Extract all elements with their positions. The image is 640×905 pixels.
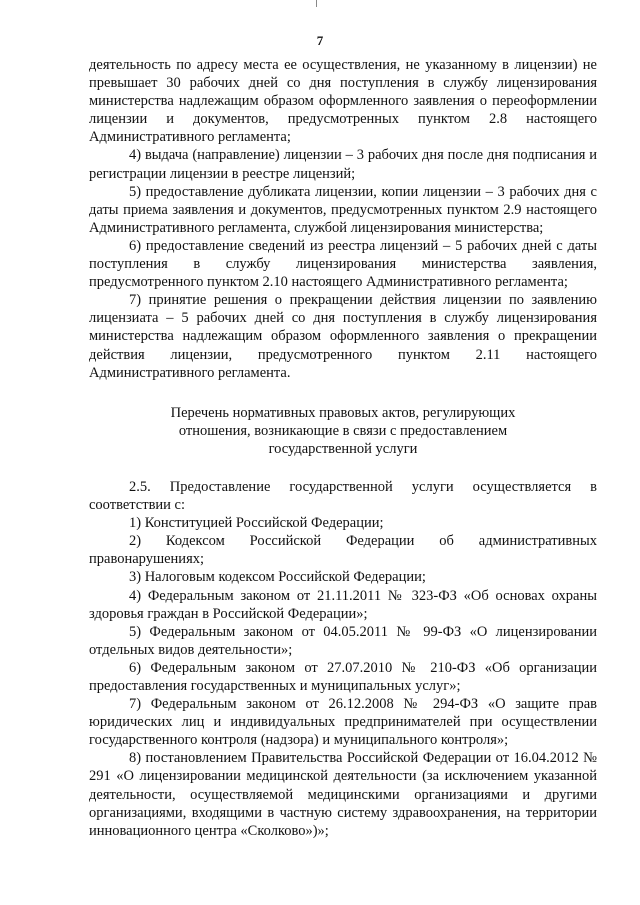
law-item-7: 7) Федеральным законом от 26.12.2008 № 294-ФЗ «О защите прав юридических лиц и индивидуальных предпринимателей при осуществлении государственного контроля (надзора) и муниципального контроля»;	[89, 696, 597, 749]
section-heading-line: государственной услуги	[268, 440, 418, 457]
law-item-1: 1) Конституцией Российской Федерации;	[129, 515, 384, 532]
clause-2-5: 2.5. Предоставление государственной услуги осуществляется в соответствии с:	[89, 478, 597, 514]
law-item-5: 5) Федеральным законом от 04.05.2011 № 99-ФЗ «О лицензировании отдельных видов деятельности»;	[89, 623, 597, 658]
list-item-7: 7) принятие решения о прекращении действия лицензии по заявлению лицензиата – 5 рабочих дней со дня поступления в службу лицензирования министерства надлежащим образом оформленного заявления о прекращении действия лицензии, предусмотренного пунктом 2.11 настоящего Административного регламента.	[89, 292, 597, 381]
page-number: 7	[316, 33, 324, 48]
list-item-4: 4) выдача (направление) лицензии – 3 рабочих дня после дня подписания и регистрации лицензии в реестре лицензий;	[89, 147, 597, 182]
document-body	[89, 56, 597, 840]
law-item-4: 4) Федеральным законом от 21.11.2011 № 323-ФЗ «Об основах охраны здоровья граждан в Российской Федерации»;	[89, 587, 597, 622]
section-heading-line: отношения, возникающие в связи с предоставлением	[178, 422, 508, 439]
law-item-6: 6) Федеральным законом от 27.07.2010 № 210-ФЗ «Об организации предоставления государственных и муниципальных услуг»;	[89, 659, 597, 694]
law-item-3: 3) Налоговым кодексом Российской Федерации;	[129, 569, 426, 586]
law-item-2: 2) Кодексом Российской Федерации об административных правонарушениях;	[89, 533, 597, 568]
list-item-6: 6) предоставление сведений из реестра лицензий – 5 рабочих дней с даты поступления в службу лицензирования министерства заявления, предусмотренного пунктом 2.10 настоящего Административного регламента;	[89, 237, 597, 291]
law-item-8: 8) постановлением Правительства Российской Федерации от 16.04.2012 № 291 «О лицензировании медицинской деятельности (за исключением указанной деятельности, осуществляемой медицинскими организациями и другими организациями, входящими в частную систему здравоохранения, на территории инновационного центра «Сколково»)»;	[89, 750, 597, 839]
section-heading	[89, 404, 597, 458]
paragraph-continuation: деятельность по адресу места ее осуществления, не указанному в лицензии) не превышает 30 рабочих дней со дня поступления в службу лицензирования министерства надлежащим образом оформленного заявления о переоформлении лицензии и документов, предусмотренных пунктом 2.8 настоящего Административного регламента;	[89, 57, 597, 146]
section-heading-line: Перечень нормативных правовых актов, регулирующих	[170, 404, 516, 421]
scan-mark	[316, 0, 317, 7]
list-item-5: 5) предоставление дубликата лицензии, копии лицензии – 3 рабочих дня с даты приема заявления и документов, предусмотренных пунктом 2.9 настоящего Административного регламента, службой лицензирования министерства;	[89, 183, 597, 236]
